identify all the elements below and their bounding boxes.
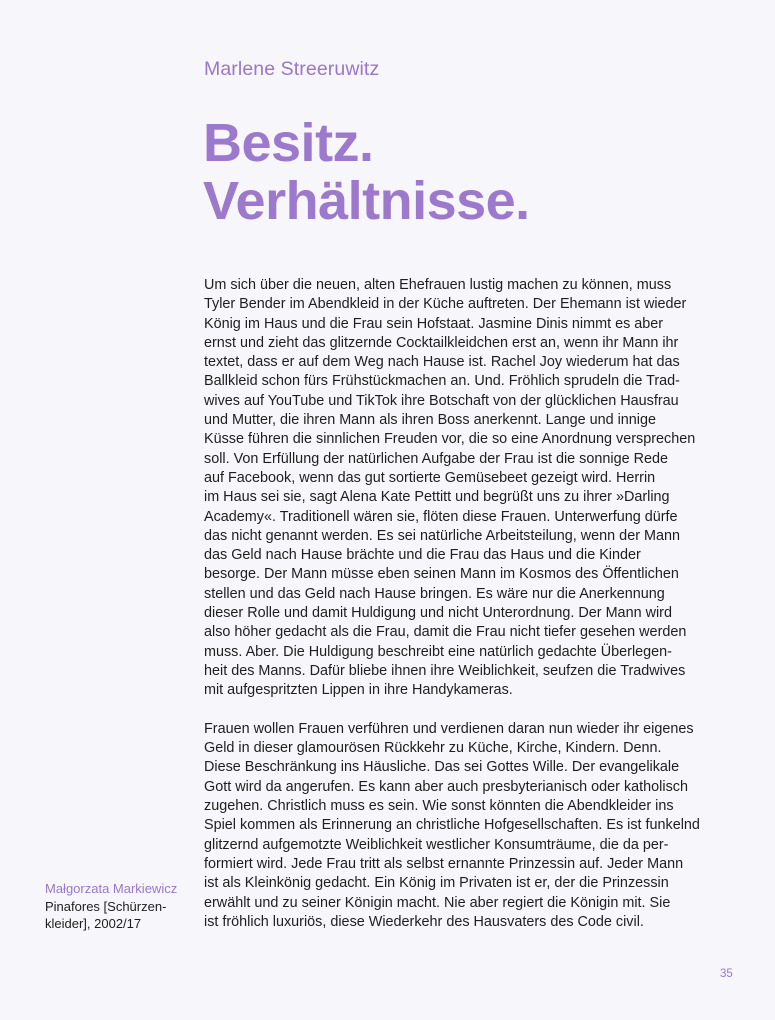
article-title xyxy=(203,114,530,230)
text-line: Frauen wollen Frauen verführen und verdienen daran nun wieder ihr eigenes xyxy=(204,720,694,737)
title-line: Verhältnisse. xyxy=(203,171,530,231)
text-line: Küsse führen die sinnlichen Freuden vor, die so eine Anordnung versprechen xyxy=(204,431,696,448)
text-line: Tyler Bender im Abendkleid in der Küche auftreten. Der Ehemann ist wieder xyxy=(204,296,687,313)
text-line: glitzernd aufgemotzte Weiblichkeit westlicher Konsumträume, die da per- xyxy=(204,836,669,853)
author-name: Marlene Streeruwitz xyxy=(204,58,380,80)
text-line: heit des Manns. Dafür bliebe ihnen ihre Weiblichkeit, seufzen die Tradwives xyxy=(204,662,686,679)
text-line: formiert wird. Jede Frau tritt als selbst ernannte Prinzessin auf. Jeder Mann xyxy=(204,855,684,872)
text-line: zugehen. Christlich muss es sein. Wie sonst könnten die Abendkleider ins xyxy=(204,798,674,815)
text-line: wives auf YouTube und TikTok ihre Botschaft von der glücklichen Hausfrau xyxy=(204,392,679,409)
text-line: im Haus sei sie, sagt Alena Kate Pettitt und begrüßt uns zu ihrer »Darling xyxy=(204,489,670,506)
text-line: Um sich über die neuen, alten Ehefrauen lustig machen zu können, muss xyxy=(204,277,672,293)
text-line: Ballkleid schon fürs Frühstückmachen an. Und. Fröhlich sprudeln die Trad- xyxy=(204,373,680,390)
text-line: stellen und das Geld nach Hause bringen. Es wäre nur die Anerkennung xyxy=(204,585,665,602)
paragraph-1 xyxy=(204,276,704,701)
text-line: besorge. Der Mann müsse eben seinen Mann im Kosmos des Öffentlichen xyxy=(204,566,679,583)
title-line: Besitz. xyxy=(203,113,374,173)
text-line: auf Facebook, wenn das gut sortierte Gemüsebeet gezeigt wird. Herrin xyxy=(204,469,656,486)
text-line: das Geld nach Hause brächte und die Frau das Haus und die Kinder xyxy=(204,547,641,564)
text-line: Geld in dieser glamourösen Rückkehr zu Küche, Kirche, Kindern. Denn. xyxy=(204,740,662,757)
text-line: mit aufgespritzten Lippen in ihre Handykameras. xyxy=(204,682,513,699)
text-line: textet, dass er auf dem Weg nach Hause ist. Rachel Joy wiederum hat das xyxy=(204,354,680,371)
text-line: muss. Aber. Die Huldigung beschreibt eine natürlich gedachte Überlegen- xyxy=(204,643,672,660)
caption-work: Pinafores [Schürzen- xyxy=(45,898,167,914)
image-caption xyxy=(45,880,195,933)
text-line: erwählt und zu seiner Königin macht. Nie aber regiert die Königin mit. Sie xyxy=(204,894,671,911)
text-line: Diese Beschränkung ins Häusliche. Das sei Gottes Wille. Der evangelikale xyxy=(204,759,680,776)
caption-work: kleider], 2002/17 xyxy=(45,916,142,931)
paragraph-2 xyxy=(204,720,704,932)
text-line: und Mutter, die ihren Mann als ihren Boss anerkennt. Lange und innige xyxy=(204,412,657,429)
paragraph-gap xyxy=(204,701,704,720)
text-line: also höher gedacht als die Frau, damit die Frau nicht tiefer gesehen werden xyxy=(204,624,687,641)
text-line: Gott wird da angerufen. Es kann aber auch presbyterianisch oder katholisch xyxy=(204,778,688,795)
text-line: Academy«. Traditionell wären sie, flöten diese Frauen. Unterwerfung dürfe xyxy=(204,508,678,525)
text-line: soll. Von Erfüllung der natürlichen Aufgabe der Frau ist die sonnige Rede xyxy=(204,450,668,467)
text-line: dieser Rolle und damit Huldigung und nicht Unterordnung. Der Mann wird xyxy=(204,605,672,622)
caption-artist: Małgorzata Markiewicz xyxy=(45,881,178,896)
text-line: König im Haus und die Frau sein Hofstaat. Jasmine Dinis nimmt es aber xyxy=(204,315,664,332)
page-number: 35 xyxy=(720,968,733,980)
text-line: ist als Kleinkönig gedacht. Ein König im Privaten ist er, der die Prinzessin xyxy=(204,875,669,892)
text-line: Spiel kommen als Erinnerung an christliche Hofgesellschaften. Es ist funkelnd xyxy=(204,817,700,834)
text-line: ist fröhlich luxuriös, diese Wiederkehr des Hausvaters des Code civil. xyxy=(204,913,644,930)
article-body xyxy=(204,276,704,932)
text-line: ernst und zieht das glitzernde Cocktailkleidchen erst an, wenn ihr Mann ihr xyxy=(204,334,679,351)
text-line: das nicht genannt werden. Es sei natürliche Arbeitsteilung, wenn der Mann xyxy=(204,527,680,544)
